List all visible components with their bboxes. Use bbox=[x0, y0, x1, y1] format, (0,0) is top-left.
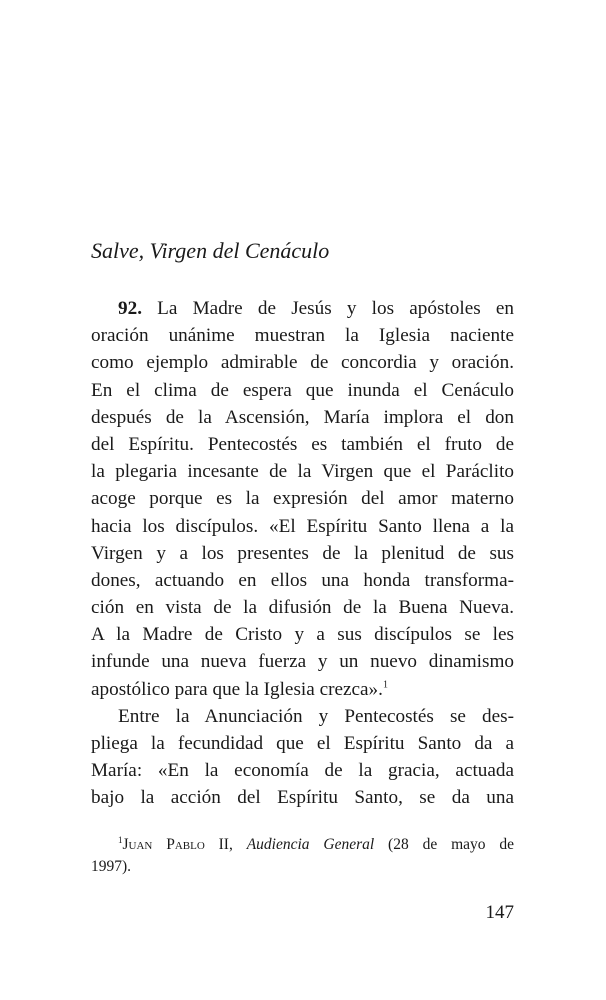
footnote-title: Audiencia General bbox=[246, 836, 375, 853]
paragraph-number: 92. bbox=[118, 298, 142, 319]
paragraph-92-line: del Espíritu. Pentecostés es también el fruto de bbox=[91, 433, 514, 455]
paragraph-92-line: la plegaria incesante de la Virgen que el Paráclito bbox=[91, 461, 514, 483]
paragraph-2-line: María: «En la economía de la gracia, actuada bbox=[91, 760, 514, 782]
paragraph-92-last-line-text: apostólico para que la Iglesia crezca». bbox=[91, 678, 383, 700]
page-number: 147 bbox=[485, 902, 514, 923]
paragraph-2-line: Entre la Anunciación y Pentecostés se des- bbox=[118, 705, 514, 727]
paragraph-92-line: hacia los discípulos. «El Espíritu Santo llena a la bbox=[91, 515, 514, 537]
footnote-separator: , bbox=[228, 836, 247, 853]
footnote-date: (28 de mayo de bbox=[374, 836, 514, 853]
paragraph-92-last-line bbox=[91, 676, 514, 703]
paragraph-92-line: infunde una nueva fuerza y un nuevo dinamismo bbox=[91, 651, 514, 673]
paragraph-92-line: A la Madre de Cristo y a sus discípulos se les bbox=[91, 624, 514, 646]
paragraph-92-line-1-text: La Madre de Jesús y los apóstoles en bbox=[141, 298, 514, 319]
paragraph-92-line: después de la Ascensión, María implora el don bbox=[91, 406, 514, 428]
main-text bbox=[91, 295, 514, 812]
paragraph-92-line: dones, actuando en ellos una honda transforma- bbox=[91, 569, 514, 591]
footnote-line-1 bbox=[91, 834, 514, 856]
footnote-author: Juan Pablo II bbox=[122, 836, 229, 853]
paragraph-92-line: Virgen y a los presentes de la plenitud de sus bbox=[91, 542, 514, 564]
paragraph-92-line: oración unánime muestran la Iglesia naciente bbox=[91, 325, 514, 347]
paragraph-2-line: bajo la acción del Espíritu Santo, se da una bbox=[91, 787, 514, 809]
paragraph-92-line: como ejemplo admirable de concordia y oración. bbox=[91, 352, 514, 374]
book-page bbox=[91, 0, 514, 1000]
footnote-mark: 1 bbox=[118, 834, 123, 845]
paragraph-2-line: pliega la fecundidad que el Espíritu Santo da a bbox=[91, 733, 514, 754]
paragraph-92-line: En el clima de espera que inunda el Cenáculo bbox=[91, 379, 514, 401]
footnote-line-2: 1997). bbox=[91, 858, 132, 875]
paragraph-92-line: acoge porque es la expresión del amor materno bbox=[91, 488, 514, 510]
paragraph-92-line-1 bbox=[91, 295, 514, 322]
paragraph-92-line: ción en vista de la difusión de la Buena Nueva. bbox=[91, 597, 514, 619]
section-heading: Salve, Virgen del Cenáculo bbox=[91, 238, 330, 263]
footnote bbox=[91, 834, 514, 878]
footnote-reference: 1 bbox=[382, 679, 388, 691]
